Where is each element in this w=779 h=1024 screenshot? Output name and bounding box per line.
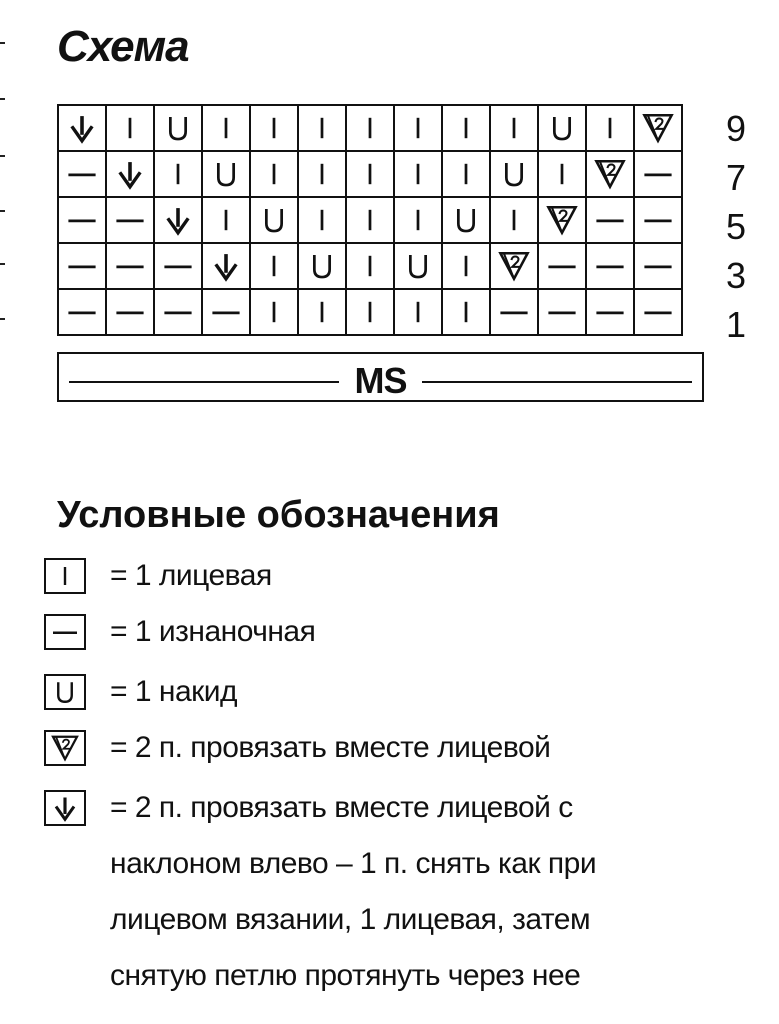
purl-stitch-icon [641, 157, 675, 191]
chart-cell [490, 289, 538, 335]
purl-stitch-icon [161, 249, 195, 283]
chart-cell [154, 151, 202, 197]
knit-stitch-icon [305, 203, 339, 237]
chart-cell [490, 105, 538, 151]
legend-text: = 1 изнаночная [110, 615, 316, 648]
chart-cell [586, 105, 634, 151]
knit-stitch-icon [353, 157, 387, 191]
chart-cell [298, 243, 346, 289]
legend-text: = 1 накид [110, 675, 238, 708]
purl-stitch-icon [161, 295, 195, 329]
margin-tick [0, 210, 5, 212]
k2tog-icon [50, 733, 80, 763]
margin-tick [0, 263, 5, 265]
chart-cell [538, 243, 586, 289]
yarn-over-icon [257, 203, 291, 237]
chart-row [58, 105, 682, 151]
knit-stitch-icon [257, 157, 291, 191]
legend-item [44, 674, 237, 718]
legend-text-continuation: наклоном влево – 1 п. снять как при [110, 847, 597, 880]
chart-cell [394, 105, 442, 151]
purl-stitch-icon [497, 295, 531, 329]
margin-tick [0, 42, 5, 44]
chart-cell [298, 151, 346, 197]
knit-stitch-icon [161, 157, 195, 191]
chart-cell [442, 197, 490, 243]
purl-stitch-icon [65, 157, 99, 191]
knit-stitch-icon [305, 111, 339, 145]
chart-cell [394, 151, 442, 197]
knit-stitch-icon [497, 111, 531, 145]
chart-cell [58, 243, 106, 289]
purl-stitch-icon [641, 203, 675, 237]
knit-stitch-icon [401, 157, 435, 191]
knit-stitch-icon [449, 111, 483, 145]
legend-text: = 1 лицевая [110, 559, 272, 592]
legend-symbol-box [44, 558, 86, 594]
legend-text-continuation: снятую петлю протянуть через нее [110, 959, 581, 992]
knit-stitch-icon [545, 157, 579, 191]
chart-cell [202, 289, 250, 335]
chart-cell [346, 151, 394, 197]
chart-cell [58, 151, 106, 197]
legend-item [44, 558, 272, 602]
yarn-over-icon [161, 111, 195, 145]
knit-stitch-icon [401, 111, 435, 145]
purl-stitch-icon [113, 295, 147, 329]
margin-tick [0, 318, 5, 320]
chart-cell [202, 105, 250, 151]
chart-row [58, 197, 682, 243]
yarn-over-icon [497, 157, 531, 191]
chart-cell [58, 197, 106, 243]
chart-cell [490, 197, 538, 243]
legend-symbol-box [44, 730, 86, 766]
chart-cell [634, 197, 682, 243]
knit-stitch-icon [497, 203, 531, 237]
chart-cell [250, 289, 298, 335]
chart-cell [346, 105, 394, 151]
chart-cell [106, 243, 154, 289]
legend-symbol-box [44, 790, 86, 826]
purl-stitch-icon [641, 249, 675, 283]
k2tog-icon [641, 111, 675, 145]
chart-cell [634, 105, 682, 151]
chart-cell [394, 243, 442, 289]
chart-cell [154, 289, 202, 335]
ms-line-right [422, 381, 692, 383]
chart-cell [298, 289, 346, 335]
left-decrease-icon [209, 249, 243, 283]
purl-stitch-icon [593, 249, 627, 283]
yarn-over-icon [305, 249, 339, 283]
purl-stitch-icon [209, 295, 243, 329]
chart-cell [106, 151, 154, 197]
chart-cell [538, 197, 586, 243]
k2tog-icon [545, 203, 579, 237]
chart-cell [586, 243, 634, 289]
chart-cell [58, 289, 106, 335]
diagram-title: Схема [57, 22, 189, 71]
k2tog-icon [593, 157, 627, 191]
chart-cell [202, 243, 250, 289]
left-decrease-icon [50, 793, 80, 823]
knit-stitch-icon [257, 295, 291, 329]
knit-stitch-icon [353, 203, 387, 237]
legend-symbol-box [44, 614, 86, 650]
chart-cell [634, 289, 682, 335]
ms-label: MS [354, 360, 407, 401]
purl-stitch-icon [641, 295, 675, 329]
purl-stitch-icon [65, 203, 99, 237]
legend-title: Условные обозначения [57, 494, 500, 536]
legend-text-continuation: лицевом вязании, 1 лицевая, затем [110, 903, 591, 936]
knit-stitch-icon [353, 249, 387, 283]
chart-cell [154, 105, 202, 151]
chart-cell [106, 105, 154, 151]
chart-cell [586, 197, 634, 243]
chart-cell [442, 289, 490, 335]
purl-stitch-icon [593, 203, 627, 237]
yarn-over-icon [209, 157, 243, 191]
chart-cell [202, 151, 250, 197]
chart-cell [346, 289, 394, 335]
yarn-over-icon [449, 203, 483, 237]
knit-stitch-icon [305, 295, 339, 329]
chart-cell [442, 243, 490, 289]
purl-stitch-icon [113, 249, 147, 283]
chart-cell [298, 197, 346, 243]
chart-cell [250, 105, 298, 151]
legend-item [44, 614, 315, 658]
chart-cell [538, 151, 586, 197]
ms-row [57, 352, 704, 402]
chart-cell [346, 197, 394, 243]
knit-stitch-icon [50, 561, 80, 591]
legend-item [44, 790, 573, 834]
chart-cell [490, 243, 538, 289]
yarn-over-icon [545, 111, 579, 145]
knit-stitch-icon [449, 157, 483, 191]
legend-item [44, 730, 550, 774]
chart-cell [634, 151, 682, 197]
chart-cell [442, 105, 490, 151]
purl-stitch-icon [65, 295, 99, 329]
left-decrease-icon [113, 157, 147, 191]
purl-stitch-icon [50, 617, 80, 647]
chart-cell [490, 151, 538, 197]
chart-cell [250, 197, 298, 243]
row-number: 5 [726, 206, 747, 247]
chart-cell [394, 289, 442, 335]
knit-stitch-icon [449, 295, 483, 329]
chart-cell [586, 289, 634, 335]
row-number: 3 [726, 255, 747, 296]
row-number: 7 [726, 157, 747, 198]
chart-cell [298, 105, 346, 151]
legend-text: = 2 п. провязать вместе лицевой [110, 731, 551, 764]
chart-cell [538, 105, 586, 151]
knit-stitch-icon [593, 111, 627, 145]
chart-row [58, 289, 682, 335]
knit-stitch-icon [305, 157, 339, 191]
purl-stitch-icon [65, 249, 99, 283]
legend-symbol-box [44, 674, 86, 710]
margin-tick [0, 98, 5, 100]
knit-stitch-icon [449, 249, 483, 283]
purl-stitch-icon [545, 295, 579, 329]
knit-stitch-icon [209, 111, 243, 145]
purl-stitch-icon [113, 203, 147, 237]
knit-stitch-icon [401, 203, 435, 237]
chart-row [58, 151, 682, 197]
chart-cell [250, 151, 298, 197]
knitting-chart [57, 104, 683, 336]
chart-cell [202, 197, 250, 243]
chart-cell [442, 151, 490, 197]
knit-stitch-icon [209, 203, 243, 237]
knit-stitch-icon [401, 295, 435, 329]
chart-row [58, 243, 682, 289]
knit-stitch-icon [113, 111, 147, 145]
purl-stitch-icon [593, 295, 627, 329]
chart-cell [106, 197, 154, 243]
purl-stitch-icon [545, 249, 579, 283]
chart-cell [154, 197, 202, 243]
left-decrease-icon [161, 203, 195, 237]
chart-cell [394, 197, 442, 243]
chart-cell [346, 243, 394, 289]
chart-cell [586, 151, 634, 197]
chart-cell [250, 243, 298, 289]
knit-stitch-icon [257, 111, 291, 145]
left-decrease-icon [65, 111, 99, 145]
row-number: 9 [726, 108, 747, 149]
knit-stitch-icon [353, 295, 387, 329]
knit-stitch-icon [257, 249, 291, 283]
chart-cell [154, 243, 202, 289]
yarn-over-icon [50, 677, 80, 707]
chart-cell [538, 289, 586, 335]
margin-tick [0, 155, 5, 157]
row-number: 1 [726, 304, 747, 345]
chart-cell [106, 289, 154, 335]
k2tog-icon [497, 249, 531, 283]
yarn-over-icon [401, 249, 435, 283]
legend-text: = 2 п. провязать вместе лицевой с [110, 791, 573, 824]
chart-cell [634, 243, 682, 289]
knit-stitch-icon [353, 111, 387, 145]
chart-cell [58, 105, 106, 151]
